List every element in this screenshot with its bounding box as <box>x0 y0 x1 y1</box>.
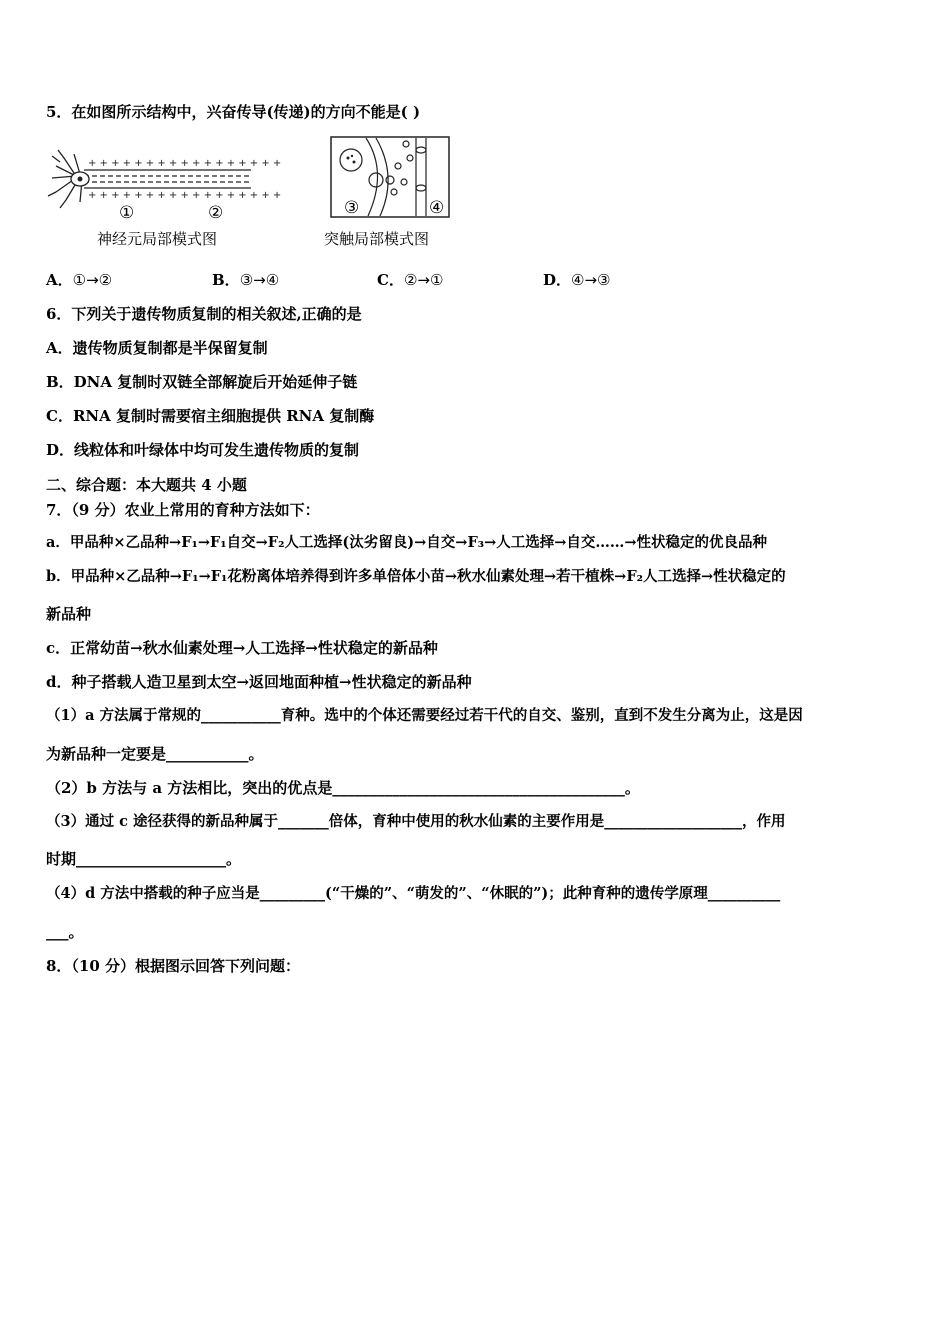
q7-method-a: a．甲品种×乙品种→F₁→F₁自交→F₂人工选择(汰劣留良)→自交→F₃→人工选择→自交……→性状稳定的优良品种 <box>46 534 768 551</box>
q7-sub4-line2: ___。 <box>46 923 84 941</box>
label-2: ② <box>208 203 224 223</box>
q7-sub3-line1: （3）通过 c 途径获得的新品种属于_______倍体，育种中使用的秋水仙素的主要作用是___________________，作用 <box>46 813 786 830</box>
q6-option-c: C．RNA 复制时需要宿主细胞提供 RNA 复制酶 <box>46 407 375 425</box>
q5-option-b: B．③→④ <box>212 271 280 289</box>
q7-stem: 7．（9 分）农业上常用的育种方法如下： <box>46 501 320 519</box>
q5-option-a: A．①→② <box>46 271 113 289</box>
q7-method-d: d．种子搭载人造卫星到太空→返回地面种植→性状稳定的新品种 <box>46 673 472 691</box>
section-heading: 二、综合题：本大题共 4 小题 <box>46 476 247 494</box>
q7-sub1-line2: 为新品种一定要是___________。 <box>46 745 264 763</box>
q7-sub2: （2）b 方法与 a 方法相比，突出的优点是_______________________________________。 <box>46 779 640 797</box>
q5-option-d: D．④→③ <box>543 271 611 289</box>
synapse-diagram <box>330 136 452 222</box>
q6-option-a: A．遗传物质复制都是半保留复制 <box>46 339 268 357</box>
q7-method-b-line2: 新品种 <box>46 605 92 623</box>
label-3: ③ <box>344 198 360 218</box>
svg-text:+ + + + + + + + + + + + + + +: + + + + + + + + + + + + + + + + + <box>88 158 282 169</box>
q5-stem: 5．在如图所示结构中，兴奋传导(传递)的方向不能是( ) <box>46 103 421 121</box>
q6-option-b: B．DNA 复制时双链全部解旋后开始延伸子链 <box>46 373 358 391</box>
label-4: ④ <box>429 198 445 218</box>
q7-sub4-line1: （4）d 方法中搭载的种子应当是_________(“干燥的”、“萌发的”、“休眠的”)；此种育种的遗传学原理__________ <box>46 885 781 902</box>
synapse-caption: 突触局部模式图 <box>324 230 430 248</box>
q7-method-b-line1: b．甲品种×乙品种→F₁→F₁花粉离体培养得到许多单倍体小苗→秋水仙素处理→若干植株→F₂人工选择→性状稳定的 <box>46 568 786 585</box>
neuron-diagram <box>46 148 282 223</box>
neuron-caption: 神经元局部模式图 <box>97 230 218 248</box>
q7-sub3-line2: 时期____________________。 <box>46 850 242 868</box>
q6-stem: 6．下列关于遗传物质复制的相关叙述,正确的是 <box>46 305 362 323</box>
q5-option-c: C．②→① <box>377 271 444 289</box>
svg-text:+ + + + + + + + + + + + + + +: + + + + + + + + + + + + + + + + + <box>88 190 282 201</box>
q7-method-c: c．正常幼苗→秋水仙素处理→人工选择→性状稳定的新品种 <box>46 639 438 657</box>
q6-option-d: D．线粒体和叶绿体中均可发生遗传物质的复制 <box>46 441 360 459</box>
q8-stem: 8．（10 分）根据图示回答下列问题： <box>46 957 301 975</box>
q7-sub1-line1: （1）a 方法属于常规的___________育种。选中的个体还需要经过若干代的自交、鉴别，直到不发生分离为止，这是因 <box>46 707 803 724</box>
label-1: ① <box>119 203 135 223</box>
